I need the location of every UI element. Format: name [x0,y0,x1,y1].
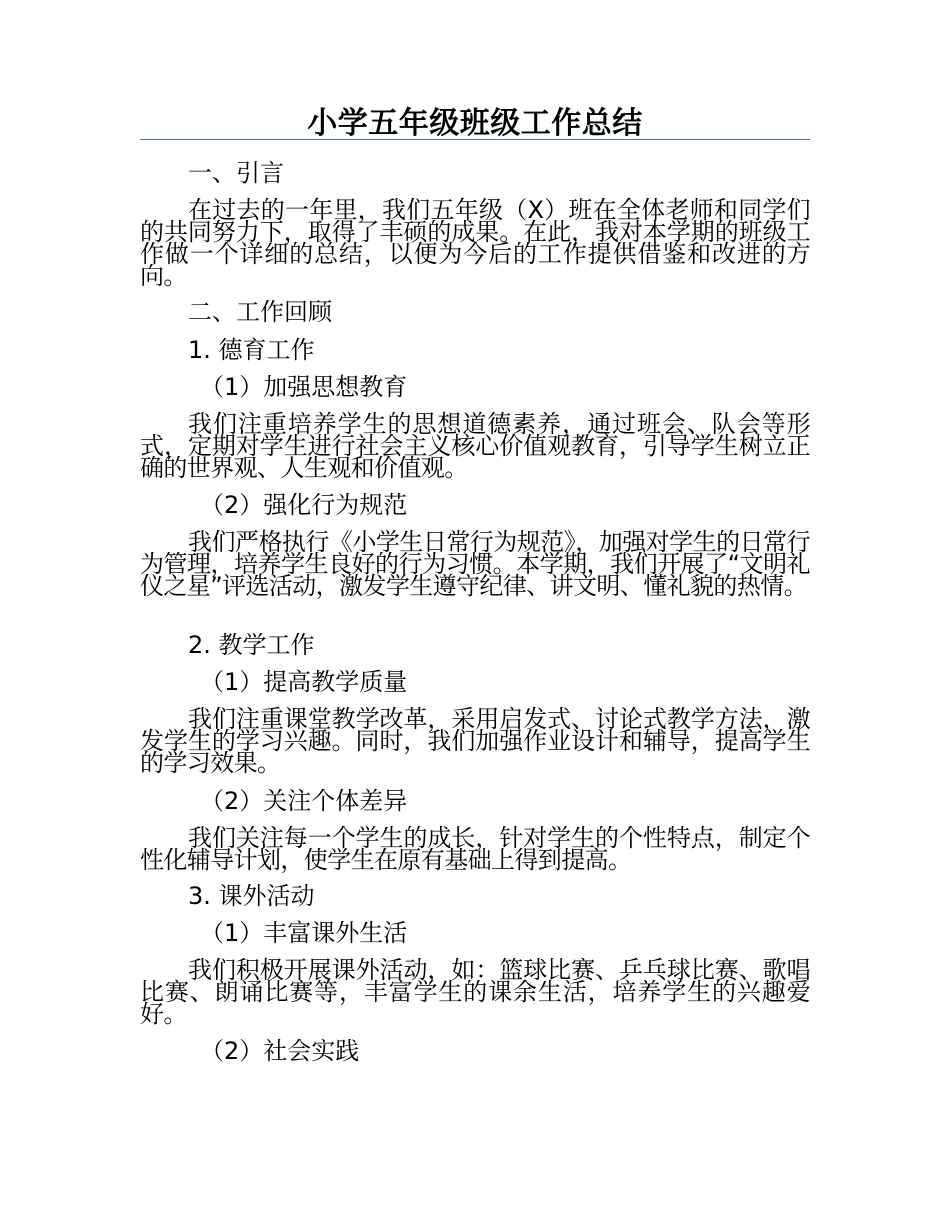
subsection-heading-moral: 1. 德育工作 [188,336,315,364]
item-heading-teaching-1: （1）提高教学质量 [200,668,408,696]
item-heading-activity-2: （2）社会实践 [200,1037,360,1065]
item-heading-activity-1: （1）丰富课外生活 [200,919,408,947]
section-heading-intro: 一、引言 [188,159,284,187]
title-underline [140,139,810,140]
item-heading-moral-2: （2）强化行为规范 [200,491,408,519]
paragraph-activity-1: 我们积极开展课外活动，如：篮球比赛、乒乓球比赛、歌唱比赛、朗诵比赛等，丰富学生的课余生活，培养学生的兴趣爱好。 [140,956,810,1028]
paragraph-intro: 在过去的一年里，我们五年级（X）班在全体老师和同学们的共同努力下，取得了丰硕的成果。在此，我对本学期的班级工作做一个详细的总结，以便为今后的工作提供借鉴和改进的方向。 [140,196,810,290]
document-title: 小学五年级班级工作总结 [307,106,643,141]
section-heading-review: 二、工作回顾 [188,298,332,326]
subsection-heading-teaching: 2. 教学工作 [188,631,315,659]
paragraph-moral-2: 我们严格执行《小学生日常行为规范》，加强对学生的日常行为管理，培养学生良好的行为习惯。本学期，我们开展了“文明礼仪之星”评选活动，激发学生遵守纪律、讲文明、懂礼貌的热情。 [140,528,810,600]
subsection-heading-activity: 3. 课外活动 [188,882,315,910]
paragraph-moral-1: 我们注重培养学生的思想道德素养，通过班会、队会等形式，定期对学生进行社会主义核心价值观教育，引导学生树立正确的世界观、人生观和价值观。 [140,410,810,482]
item-heading-moral-1: （1）加强思想教育 [200,373,408,401]
item-heading-teaching-2: （2）关注个体差异 [200,787,408,815]
paragraph-teaching-2: 我们关注每一个学生的成长，针对学生的个性特点，制定个性化辅导计划，使学生在原有基础上得到提高。 [140,824,810,874]
paragraph-teaching-1: 我们注重课堂教学改革，采用启发式、讨论式教学方法，激发学生的学习兴趣。同时，我们加强作业设计和辅导，提高学生的学习效果。 [140,705,810,777]
